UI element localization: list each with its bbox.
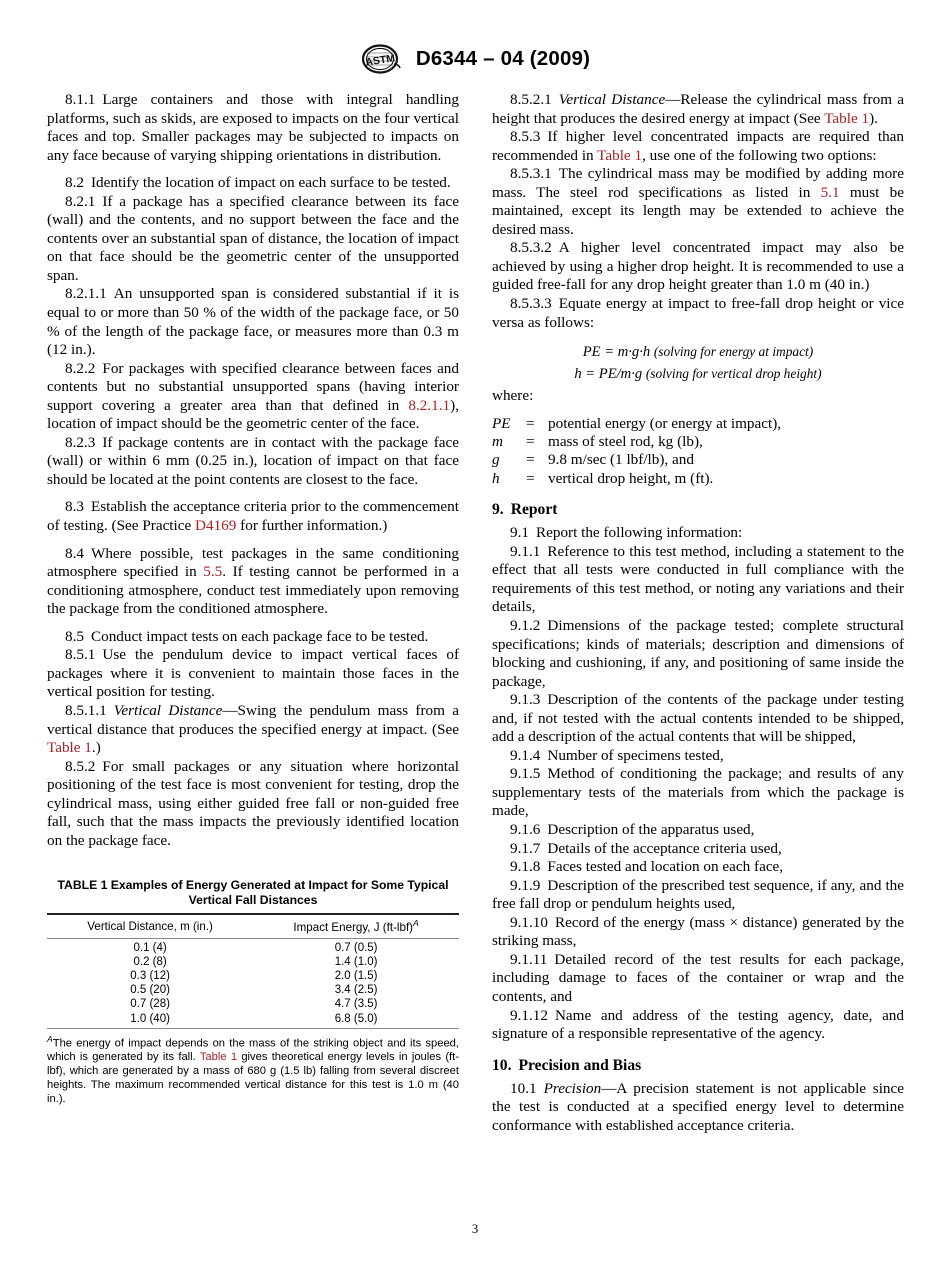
cell-vertical-distance: 0.7 (28) <box>130 998 170 1011</box>
para-number: 9.1.8 <box>510 858 541 876</box>
para-text: Conduct impact tests on each package face to be tested. <box>90 627 429 645</box>
paragraph-8-5-2 <box>47 758 459 851</box>
table-caption: TABLE 1 Examples of Energy Generated at Impact for Some Typical Vertical Fall Distances <box>57 878 449 908</box>
variable-symbol: h <box>492 469 500 487</box>
para-number: 10.1 <box>510 1079 537 1097</box>
paragraph-9-1-6 <box>492 821 904 840</box>
cell-impact-energy: 2.0 (1.5) <box>334 970 378 983</box>
paragraph-9-1-1 <box>492 543 904 617</box>
para-number: 9.1.10 <box>510 913 548 931</box>
paragraph-9-1-10 <box>492 914 904 951</box>
paragraph-8-2 <box>47 174 459 193</box>
para-number: 9.1.4 <box>510 746 541 764</box>
para-text: Method of conditioning the package; and results of any supplementary tests of the materials from which the package is made, <box>492 765 904 820</box>
section-heading-9 <box>492 500 904 519</box>
document-body <box>47 91 905 1135</box>
section-heading-10 <box>492 1056 904 1075</box>
para-text: ), location of impact should be the geometric center of the face. <box>47 396 459 433</box>
para-text: If a package has a specified clearance between its face (wall) and the contents, and no support between the face and the contents over an substantial span of distance, the location of impact on that face should be the geometric center of the unsupported span. <box>47 192 459 284</box>
footnote-text: The energy of impact depends on the mass of the striking object and its speed, which is generated by its fall. <box>47 1037 459 1064</box>
para-text: Name and address of the testing agency, date, and signature of a responsible representative of the agency. <box>492 1006 904 1043</box>
variable-equals: = <box>526 469 535 487</box>
para-text: Description of the prescribed test sequence, if any, and the free fall drop or pendulum heights used, <box>492 876 904 913</box>
para-text: , use one of the following two options: <box>642 146 877 164</box>
equation-potential-energy <box>492 341 904 363</box>
variable-definition: potential energy (or energy at impact), <box>548 414 782 432</box>
variable-equals: = <box>526 433 535 451</box>
para-number: 8.5.3.1 <box>510 165 552 183</box>
para-number: 8.2.1 <box>65 192 96 210</box>
para-text: must be maintained, except its length may be extended to achieve the desired mass. <box>492 183 904 238</box>
paragraph-8-5-3 <box>492 128 904 165</box>
variable-row <box>492 470 781 488</box>
para-number: 8.2 <box>65 174 84 192</box>
para-number: 9.1.3 <box>510 691 541 709</box>
cross-reference-link[interactable]: Table 1 <box>47 739 92 757</box>
left-column <box>47 91 459 1135</box>
paragraph-9-1-9 <box>492 877 904 914</box>
variable-definition: vertical drop height, m (ft). <box>548 469 714 487</box>
para-text: For packages with specified clearance between faces and contents but no substantial unsupported spans (having interior support covering a greater area than that defined in <box>47 359 459 414</box>
cross-reference-link[interactable]: Table 1 <box>597 146 643 164</box>
para-number: 9.1.5 <box>510 765 541 783</box>
paragraph-8-5-3-2 <box>492 239 904 295</box>
section-number: 9. <box>492 501 504 519</box>
section-title: Report <box>510 501 558 519</box>
para-text: An unsupported span is considered substantial if it is equal to or more than 50 % of the width of the package face, or 50 % of the length of the package face, or measures more than 0.3 m (12 in.). <box>47 285 459 359</box>
cell-vertical-distance: 0.5 (20) <box>130 984 170 997</box>
para-text: If higher level concentrated impacts are required than recommended in <box>492 128 904 164</box>
cell-impact-energy: 0.7 (0.5) <box>334 941 378 954</box>
para-number: 9.1.1 <box>510 542 541 560</box>
variable-definitions <box>492 415 781 489</box>
para-number: 8.2.1.1 <box>65 285 107 303</box>
cell-impact-energy: 6.8 (5.0) <box>334 1012 378 1025</box>
paragraph-8-5 <box>47 628 459 647</box>
para-text: Dimensions of the package tested; complete structural specifications; kinds of materials; description and dimensions of blocking and cushioning, if any, and positioning of same inside the package, <box>492 617 904 690</box>
section-title: Precision and Bias <box>518 1056 642 1074</box>
paragraph-8-2-1 <box>47 193 459 286</box>
paragraph-8-4 <box>47 545 459 619</box>
para-number: 8.4 <box>65 544 84 562</box>
para-number: 8.5.2 <box>65 757 96 775</box>
paragraph-9-1 <box>492 524 904 543</box>
variable-equals: = <box>526 414 535 432</box>
para-text: Large containers and those with integral handling platforms, such as skids, are exposed to impacts on the four vertical faces and top. Smaller packages may be subjected to impacts on any face because of varying shipping orientations in distribution. <box>47 91 459 164</box>
cell-vertical-distance: 1.0 (40) <box>130 1012 170 1025</box>
paragraph-8-2-1-1 <box>47 285 459 359</box>
footnote-marker-icon: A <box>413 918 419 929</box>
page-header <box>0 44 950 74</box>
cross-reference-link[interactable]: Table 1 <box>199 1051 238 1064</box>
cross-reference-link[interactable]: 8.2.1.1 <box>408 396 451 414</box>
footnote-text: gives theoretical energy levels in joules (ft-lbf), which are generated by a mass of 680 g (1.5 lb) falling from several discreet heights. The maximum recommended vertical distance for this test is 1.0 m (40 in.). <box>47 1051 460 1105</box>
table-row <box>47 955 459 969</box>
astm-logo <box>360 44 406 74</box>
para-text: Description of the contents of the package under testing and, if not tested with the actual contents intended to be shipped, add a description of the actual contents that will be shipped, <box>492 691 904 746</box>
para-italic-lead: Vertical Distance <box>113 701 223 719</box>
document-designation: D6344 – 04 (2009) <box>415 47 591 70</box>
paragraph-9-1-7 <box>492 840 904 859</box>
cell-impact-energy: 3.4 (2.5) <box>334 984 378 997</box>
para-text: —A precision statement is not applicable since the test is conducted at a specified energy level to determine conformance with established acceptance criteria. <box>492 1079 904 1134</box>
svg-text:ASTM: ASTM <box>364 52 396 69</box>
table-header-row <box>47 914 459 938</box>
cross-reference-link[interactable]: 5.1 <box>820 183 840 201</box>
para-text: Details of the acceptance criteria used, <box>547 839 782 857</box>
para-text: . If testing cannot be performed in a conditioning atmosphere, conduct test immediately upon removing the package from the conditioned atmosphere. <box>47 563 460 618</box>
table-1-block <box>47 878 459 1107</box>
equation-note: (solving for vertical drop height) <box>645 366 822 382</box>
para-number: 9.1.6 <box>510 821 541 839</box>
variable-row <box>492 415 781 433</box>
para-text: Equate energy at impact to free-fall drop height or vice versa as follows: <box>492 295 904 331</box>
cell-vertical-distance: 0.3 (12) <box>130 970 170 983</box>
para-text: Record of the energy (mass × distance) generated by the striking mass, <box>492 913 904 950</box>
paragraph-9-1-5 <box>492 765 904 821</box>
table-row <box>47 969 459 983</box>
section-number: 10. <box>492 1056 512 1074</box>
cell-vertical-distance: 0.1 (4) <box>133 941 167 954</box>
paragraph-9-1-3 <box>492 691 904 747</box>
paragraph-9-1-8 <box>492 858 904 877</box>
table-row <box>47 983 459 997</box>
paragraph-10-1 <box>492 1080 904 1136</box>
para-text: —Swing the pendulum mass from a vertical distance that produces the specified energy at impact. (See <box>47 701 459 738</box>
para-text: If package contents are in contact with the package face (wall) or within 6 mm (0.25 in.), location of impact on that face should be located at the point contents are closest to the face. <box>47 433 459 488</box>
table-row <box>47 938 459 955</box>
footnote-marker-icon: A <box>47 1033 53 1044</box>
para-number: 8.5 <box>65 627 84 645</box>
column-header-label: Impact Energy, J (ft-lbf) <box>293 921 414 935</box>
para-number: 8.5.1.1 <box>65 701 107 719</box>
para-text: Where possible, test packages in the same conditioning atmosphere specified in <box>47 544 459 581</box>
para-italic-lead: Precision <box>543 1079 602 1097</box>
cell-vertical-distance: 0.2 (8) <box>133 955 167 968</box>
cross-reference-link[interactable]: Table 1 <box>824 109 870 127</box>
table-footnote <box>47 1033 459 1107</box>
para-number: 9.1.11 <box>510 950 548 968</box>
para-text: For small packages or any situation where horizontal positioning of the test face is most convenient for testing, drop the cylindrical mass, using either guided free fall or non-guided free fall, such that the mass impacts the previously identified location on the package face. <box>47 757 459 849</box>
paragraph-9-1-2 <box>492 617 904 691</box>
paragraph-8-5-3-3 <box>492 295 904 332</box>
para-number: 9.1.2 <box>510 617 541 635</box>
paragraph-8-2-2 <box>47 360 459 434</box>
variable-definition: 9.8 m/sec (1 lbf/lb), and <box>548 451 694 469</box>
para-text: The cylindrical mass may be modified by adding more mass. The steel rod specifications as listed in <box>492 165 904 201</box>
para-number: 8.5.3.2 <box>510 239 552 257</box>
para-text: Establish the acceptance criteria prior to the commencement of testing. (See Practice <box>47 498 459 535</box>
paragraph-9-1-11 <box>492 951 904 1007</box>
paragraph-8-5-1-1 <box>47 702 459 758</box>
variable-row <box>492 451 781 469</box>
para-text: for further information.) <box>236 517 388 535</box>
column-header-impact-energy <box>253 914 459 938</box>
variable-row <box>492 433 781 451</box>
para-text: .) <box>91 739 101 757</box>
variable-symbol: g <box>492 451 500 469</box>
para-italic-lead: Vertical Distance <box>558 91 666 108</box>
paragraph-8-5-2-1 <box>492 91 904 128</box>
variable-symbol: m <box>492 433 503 451</box>
para-number: 9.1.9 <box>510 876 541 894</box>
cross-reference-link[interactable]: 5.5 <box>203 563 223 581</box>
cross-reference-link[interactable]: D4169 <box>195 517 237 535</box>
para-number: 9.1.7 <box>510 839 541 857</box>
paragraph-9-1-12 <box>492 1007 904 1044</box>
column-header-vertical-distance <box>47 914 253 938</box>
para-text: Use the pendulum device to impact vertical faces of packages where it is convenient to maintain those faces in the vertical position for testing. <box>47 646 459 701</box>
paragraph-9-1-4 <box>492 747 904 766</box>
table-1 <box>47 913 459 1027</box>
para-text: Detailed record of the test results for each package, including damage to faces of the container or wrap and the contents, and <box>492 950 904 1005</box>
para-text: Faces tested and location on each face, <box>547 858 784 876</box>
para-number: 8.1.1 <box>65 91 96 108</box>
para-number: 9.1 <box>510 524 529 542</box>
para-number: 9.1.12 <box>510 1006 548 1024</box>
para-text: Report the following information: <box>535 524 743 542</box>
para-number: 8.5.3 <box>510 128 541 146</box>
variable-equals: = <box>526 451 535 469</box>
where-label: where: <box>492 387 534 405</box>
right-column <box>492 91 904 1135</box>
paragraph-8-5-1 <box>47 646 459 702</box>
para-text: A higher level concentrated impact may also be achieved by using a higher drop height. It is recommended to use a guided free-fall for any drop height greater than 1.0 m (40 in.) <box>492 239 904 294</box>
equation-drop-height <box>492 363 904 385</box>
paragraph-8-5-3-1 <box>492 165 904 239</box>
paragraph-8-3 <box>47 498 459 535</box>
para-number: 8.3 <box>65 498 84 516</box>
paragraph-8-1-1 <box>47 91 459 165</box>
para-text: ). <box>869 109 878 127</box>
para-number: 8.2.3 <box>65 433 96 451</box>
column-header-label: Vertical Distance, m (in.) <box>87 919 213 933</box>
para-number: 8.5.3.3 <box>510 295 552 313</box>
cell-impact-energy: 4.7 (3.5) <box>334 998 378 1011</box>
para-text: Identify the location of impact on each surface to be tested. <box>90 174 451 192</box>
equation-note: (solving for energy at impact) <box>653 344 814 360</box>
para-text: Reference to this test method, including a statement to the effect that all tests were conducted in full compliance with the requirements of this test method, or noting any variations and their details, <box>492 542 904 616</box>
para-text: —Release the cylindrical mass from a height that produces the desired energy at impact (See <box>492 91 904 127</box>
para-number: 8.5.1 <box>65 646 96 664</box>
para-number: 8.2.2 <box>65 359 96 377</box>
table-bottom-rule <box>47 1028 459 1029</box>
cell-impact-energy: 1.4 (1.0) <box>334 955 378 968</box>
table-row <box>47 997 459 1011</box>
variable-definition: mass of steel rod, kg (lb), <box>548 433 703 451</box>
variable-symbol: PE <box>492 414 511 432</box>
equation-expression: h = PE/m·g <box>574 366 643 383</box>
paragraph-8-2-3 <box>47 434 459 490</box>
equation-expression: PE = m·g·h <box>582 344 651 361</box>
table-row <box>47 1012 459 1028</box>
para-number: 8.5.2.1 <box>510 91 552 108</box>
page-number: 3 <box>471 1222 479 1236</box>
para-text: Number of specimens tested, <box>547 746 724 764</box>
para-text: Description of the apparatus used, <box>547 821 755 839</box>
